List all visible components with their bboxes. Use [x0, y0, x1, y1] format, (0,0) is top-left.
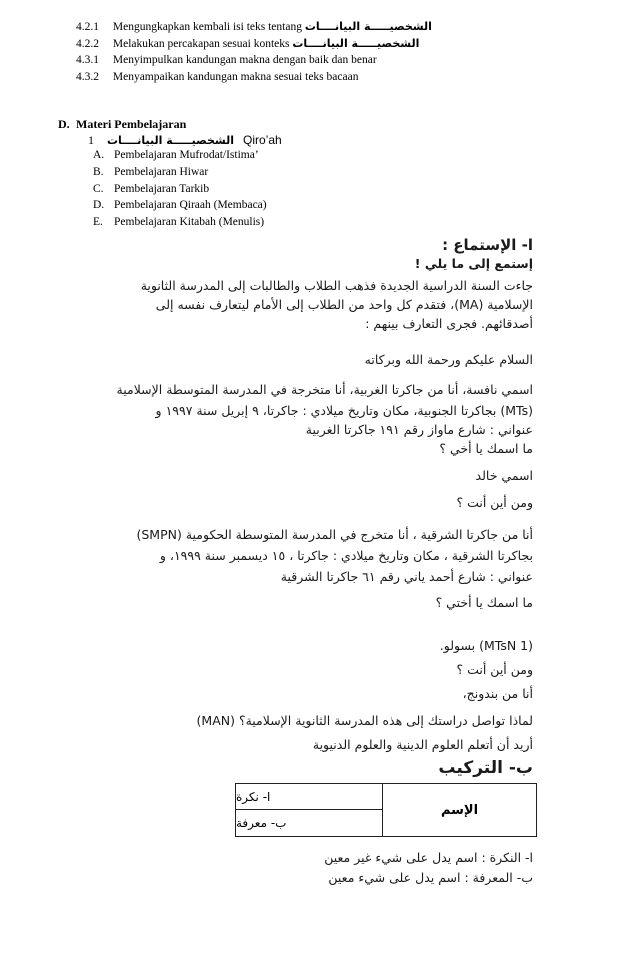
section-heading	[58, 117, 186, 132]
lesson-letter: D.	[93, 199, 105, 211]
indicator-arabic: الشخصيـــــة البيانــــات	[292, 37, 420, 50]
subsection-heading	[88, 133, 282, 148]
indicator-text: Menyampaikan kandungan makna sesuai teks bacaan	[112, 71, 359, 83]
dialogue-line: ومن أين أنت ؟	[456, 662, 533, 677]
lesson-letter: C.	[93, 183, 104, 195]
istima-instruction: إستمع إلى ما يلي !	[414, 256, 533, 271]
table-cell: ب- معرفة	[236, 816, 287, 830]
section-letter: D.	[58, 117, 70, 131]
lesson-item	[93, 183, 209, 195]
subsection-arabic: الشخصيـــــة البيانــــات	[107, 134, 235, 147]
lesson-letter: E.	[93, 216, 103, 228]
indicator-text: Melakukan percakapan sesuai konteks	[112, 38, 290, 50]
indicator-number: 4.3.2	[76, 71, 99, 83]
indicator-number: 4.2.2	[76, 38, 99, 50]
dialogue-line: أريد أن أتعلم العلوم الدينية والعلوم الدنيوية	[312, 737, 533, 752]
indicator-text: Mengungkapkan kembali isi teks tentang	[112, 21, 302, 33]
indicator-number: 4.2.1	[76, 21, 99, 33]
dialogue-line: اسمي خالد	[475, 468, 533, 483]
dialogue-line: أنا من جاكرتا الشرقية ، أنا متخرج في المدرسة المتوسطة الحكومية (SMPN)	[136, 527, 533, 542]
lesson-text: Pembelajaran Tarkib	[114, 183, 210, 195]
intro-line: الإسلامية (MA)، فتقدم كل واحد من الطلاب إلى الأمام ليتعارف نفسه إلى	[155, 297, 533, 312]
grammar-table	[235, 783, 537, 837]
dialogue-line: اسمي نافسة، أنا من جاكرتا الغربية، أنا متخرجة في المدرسة المتوسطة الإسلامية	[116, 382, 533, 397]
table-left-column	[236, 784, 383, 836]
lesson-letter: B.	[93, 166, 104, 178]
istima-title: ا- الإستماع :	[442, 236, 533, 254]
lesson-text: Pembelajaran Mufrodat/Istima’	[114, 149, 259, 161]
indicator-arabic: الشخصيـــــة البيانــــات	[304, 20, 432, 33]
indicator-item	[76, 37, 419, 50]
dialogue-line: ما اسمك يا أختي ؟	[435, 595, 533, 610]
dialogue-line: عنواني : شارع أحمد ياني رقم ٦١ جاكرتا الشرقية	[280, 569, 533, 584]
indicator-item	[76, 71, 358, 83]
section-title: Materi Pembelajaran	[76, 117, 187, 131]
lesson-text: Pembelajaran Qiraah (Membaca)	[114, 199, 267, 211]
dialogue-line: أنا من بندونج،	[462, 686, 533, 701]
lesson-text: Pembelajaran Kitabah (Menulis)	[114, 216, 265, 228]
lesson-item	[93, 216, 264, 228]
lesson-item	[93, 166, 208, 178]
subsection-number: 1	[88, 133, 94, 147]
definition-line: ب- المعرفة : اسم يدل على شيء معين	[328, 870, 533, 885]
indicator-number: 4.3.1	[76, 54, 99, 66]
dialogue-line: عنواني : شارع ماواز رقم ١٩١ جاكرتا الغربية	[305, 422, 533, 437]
lesson-letter: A.	[93, 149, 105, 161]
table-cell: الإسم	[440, 802, 479, 818]
dialogue-line: بجاكرتا الشرقية ، مكان وتاريخ ميلادي : جاكرتا ، ١٥ ديسمبر سنة ١٩٩٩، و	[159, 548, 533, 563]
table-cell: ا- نكرة	[236, 784, 382, 810]
dialogue-line: السلام عليكم ورحمة الله وبركاته	[364, 352, 533, 367]
subsection-latin: Qiro’ah	[243, 133, 282, 147]
tarkib-title: ب- التركيب	[438, 758, 533, 778]
lesson-item	[93, 149, 259, 161]
intro-line: جاءت السنة الدراسية الجديدة فذهب الطلاب والطالبات إلى المدرسة الثانوية	[140, 278, 533, 293]
indicator-item	[76, 20, 432, 33]
dialogue-line: لماذا تواصل دراستك إلى هذه المدرسة الثانوية الإسلامية؟ (MAN)	[196, 713, 533, 728]
lesson-item	[93, 199, 267, 211]
definition-line: ا- النكرة : اسم يدل على شيء غير معين	[324, 850, 533, 865]
dialogue-line: ما اسمك يا أخي ؟	[439, 441, 533, 456]
indicator-item	[76, 54, 377, 66]
indicator-text: Menyimpulkan kandungan makna dengan baik dan benar	[112, 54, 377, 66]
dialogue-line: (MTs) بجاكرتا الجنوبية، مكان وتاريخ ميلادي : جاكرتا، ٩ إبريل سنة ١٩٩٧ و	[155, 403, 533, 418]
dialogue-line: (MTsN 1) بسولو.	[439, 638, 533, 653]
lesson-text: Pembelajaran Hiwar	[114, 166, 209, 178]
intro-line: أصدقائهم. فجرى التعارف بينهم :	[365, 316, 533, 331]
dialogue-line: ومن أين أنت ؟	[456, 495, 533, 510]
